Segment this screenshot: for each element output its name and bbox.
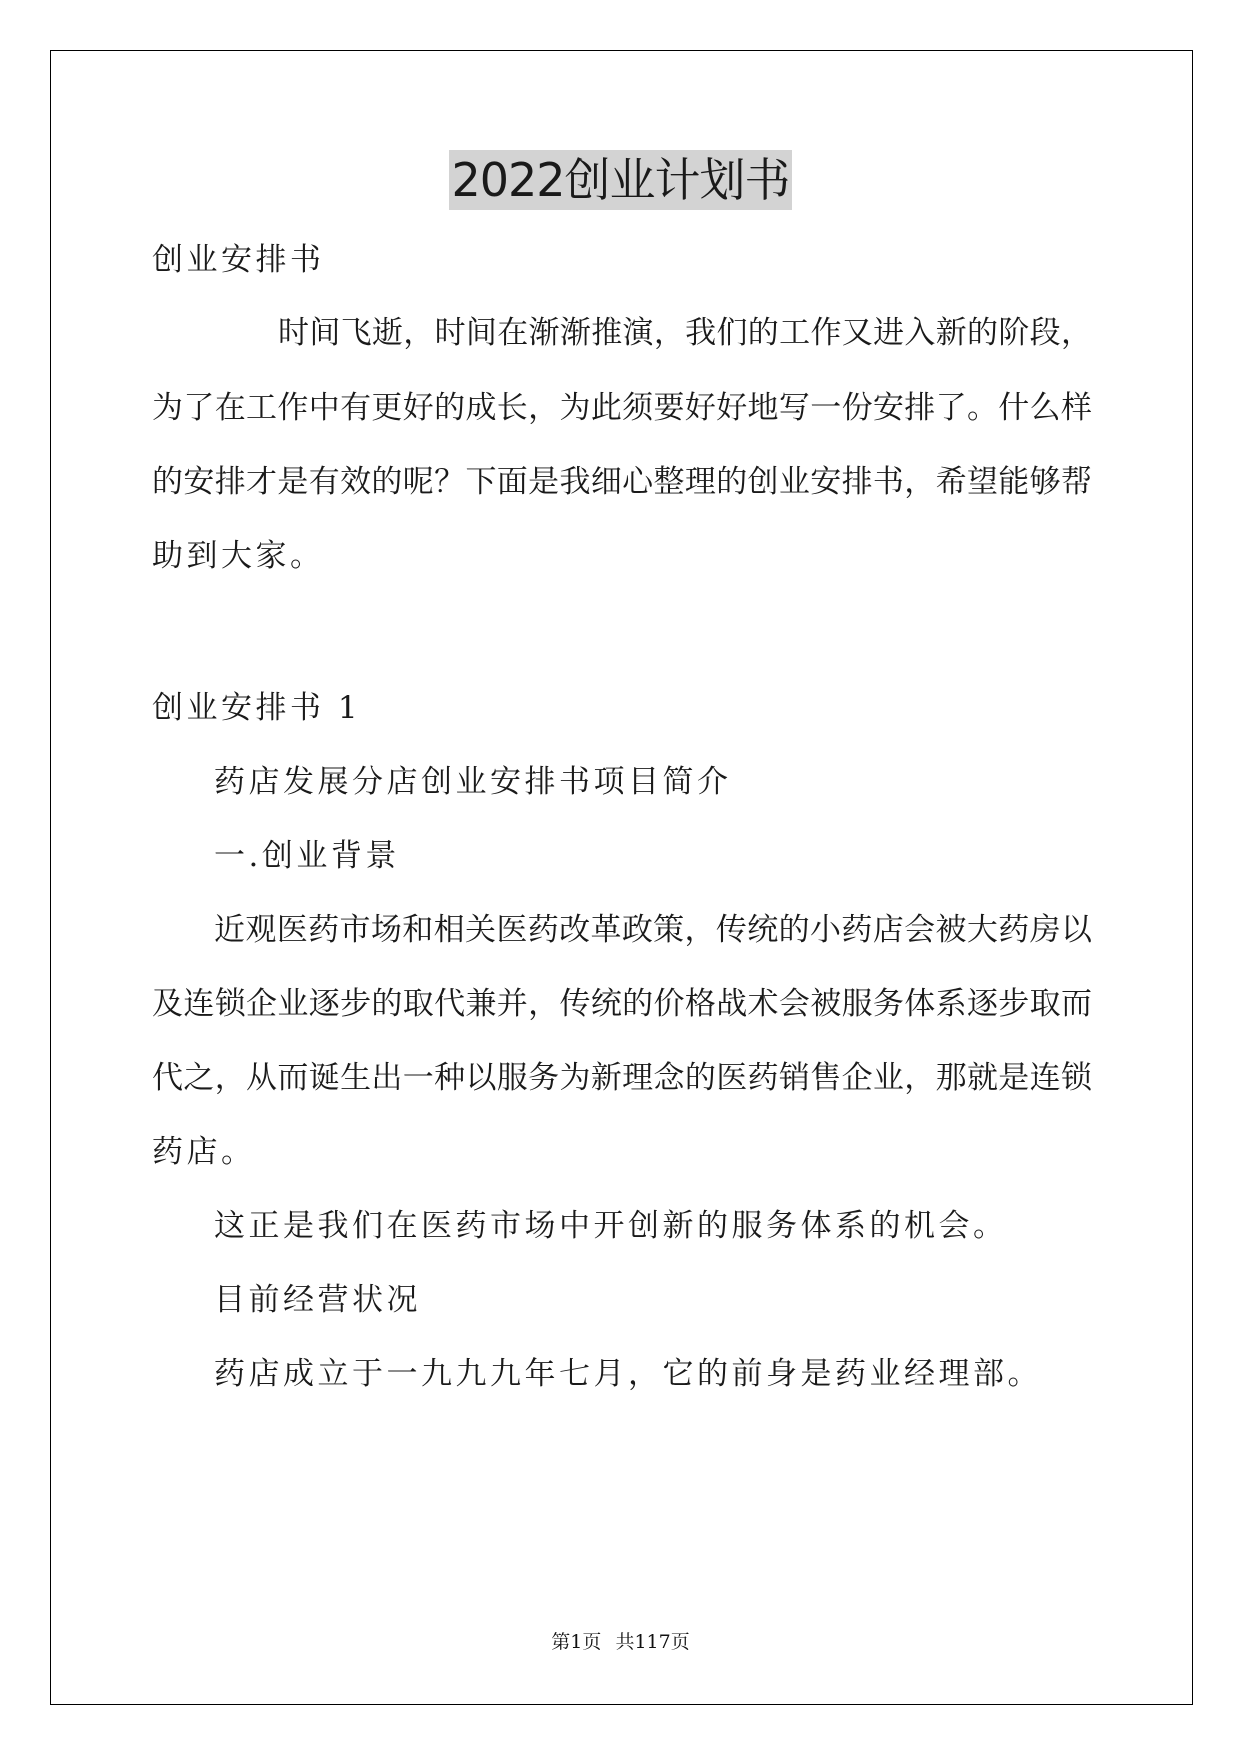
background-line-2: 及连锁企业逐步的取代兼并，传统的价格战术会被服务体系逐步取而 [152, 986, 1092, 1022]
page-total: 共117页 [615, 1631, 690, 1653]
page-border [50, 50, 1193, 1705]
background-line-1: 近观医药市场和相关医药改革政策，传统的小药店会被大药房以 [214, 912, 1092, 948]
intro-line-4: 助到大家。 [152, 538, 325, 574]
intro-line-1: 时间飞逝，时间在渐渐推演，我们的工作又进入新的阶段， [278, 315, 1092, 351]
heading-main: 创业安排书 [152, 242, 325, 278]
background-line-4: 药店。 [152, 1134, 256, 1170]
document-title: 2022创业计划书 [449, 150, 791, 210]
intro-line-3: 的安排才是有效的呢？下面是我细心整理的创业安排书，希望能够帮 [152, 464, 1092, 500]
document-title-wrap [0, 150, 1241, 210]
background-heading: 一.创业背景 [214, 838, 400, 874]
page-footer [0, 1630, 1241, 1654]
section1-heading: 创业安排书 1 [152, 690, 362, 726]
section1-subtitle: 药店发展分店创业安排书项目简介 [214, 764, 732, 800]
status-heading: 目前经营状况 [214, 1282, 421, 1318]
background-line-3: 代之，从而诞生出一种以服务为新理念的医药销售企业，那就是连锁 [152, 1060, 1092, 1096]
status-line: 药店成立于一九九九年七月，它的前身是药业经理部。 [214, 1356, 1042, 1392]
intro-line-2: 为了在工作中有更好的成长，为此须要好好地写一份安排了。什么样 [152, 390, 1092, 426]
page-number: 第1页 [551, 1631, 602, 1653]
opportunity-line: 这正是我们在医药市场中开创新的服务体系的机会。 [214, 1208, 1008, 1244]
